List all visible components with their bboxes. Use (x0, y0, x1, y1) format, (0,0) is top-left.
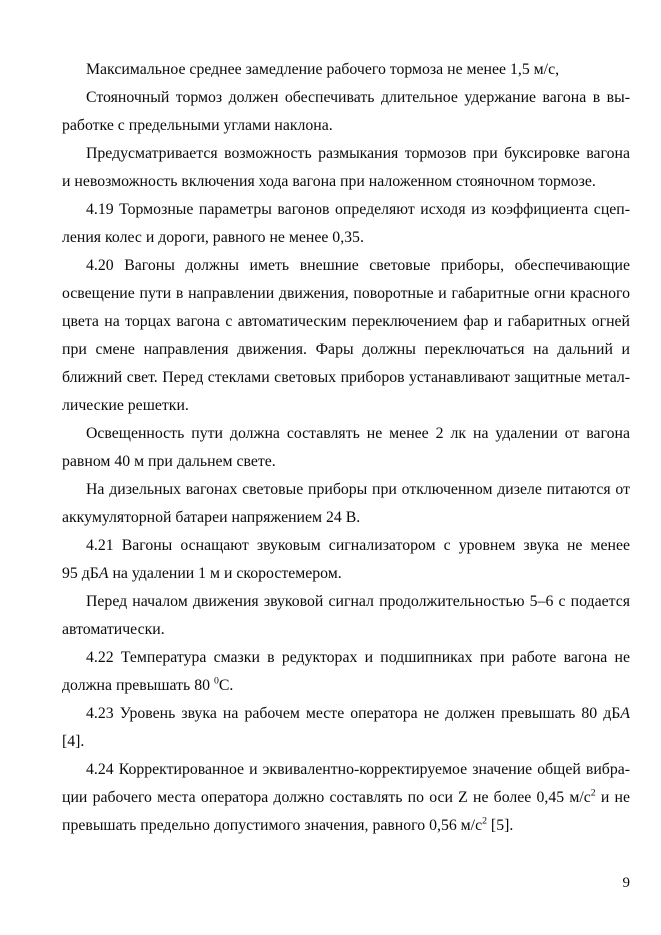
text-line: цвета на торцах вагона с автоматическим переключением фар и габаритных огней (62, 313, 630, 330)
paragraph (62, 588, 630, 644)
paragraph (62, 644, 630, 700)
paragraph (62, 56, 630, 84)
document-body (62, 56, 630, 840)
text-line: автоматически. (62, 621, 165, 638)
text-line: 4.22 Температура смазки в редукторах и подшипниках при работе вагона не (86, 649, 630, 666)
text-line: ции рабочего места оператора должно составлять по оси Z не более 0,45 $м/с^2$ и не (62, 787, 630, 806)
text-line: Перед началом движения звуковой сигнал продолжительностью 5–6 с подается (86, 593, 630, 610)
text-line: 4.19 Тормозные параметры вагонов определяют исходя из коэффициента сцеп- (86, 201, 630, 218)
text-line: Стояночный тормоз должен обеспечивать длительное удержание вагона в вы- (86, 89, 630, 106)
text-line: и невозможность включения хода вагона при наложенном стояночном тормозе. (62, 173, 596, 190)
text-line: аккумуляторной батареи напряжением 24 В. (62, 509, 361, 526)
text-line: превышать предельно допустимого значения, равного 0,56 $м/с^2$ [5]. (62, 815, 514, 834)
text-line: работке с предельными углами наклона. (62, 117, 333, 134)
page-number: 9 (622, 875, 630, 891)
text-line: ближний свет. Перед стеклами световых приборов устанавливают защитные метал- (62, 369, 630, 386)
text-line: Предусматривается возможность размыкания тормозов при буксировке вагона (86, 145, 630, 162)
paragraph (62, 140, 630, 196)
paragraph (62, 252, 630, 420)
text-line: 4.20 Вагоны должны иметь внешние световые приборы, обеспечивающие (86, 257, 630, 274)
text-line: ления колес и дороги, равного не менее 0,35. (62, 229, 364, 246)
paragraph (62, 756, 630, 840)
text-line: при смене направления движения. Фары должны переключаться на дальний и (62, 341, 630, 358)
paragraph (62, 700, 630, 756)
text-line: равном 40 м при дальнем свете. (62, 453, 276, 470)
text-line: 95 дБА на удалении 1 м и скоростемером. (62, 565, 342, 582)
paragraph (62, 476, 630, 532)
text-line: 4.24 Корректированное и эквивалентно-корректируемое значение общей вибра- (86, 761, 630, 778)
text-line: 4.23 Уровень звука на рабочем месте оператора не должен превышать 80 дБА (86, 705, 630, 722)
text-line: На дизельных вагонах световые приборы при отключенном дизеле питаются от (86, 481, 630, 498)
text-line: освещение пути в направлении движения, поворотные и габаритные огни красного (62, 285, 630, 302)
paragraph (62, 196, 630, 252)
text-line: лические решетки. (62, 397, 189, 414)
text-line: Освещенность пути должна составлять не менее 2 лк на удалении от вагона (86, 425, 630, 442)
text-line: должна превышать 80 $^0$С. (62, 675, 234, 694)
text-line: [4]. (62, 733, 85, 750)
paragraph (62, 532, 630, 588)
paragraph (62, 84, 630, 140)
text-line: 4.21 Вагоны оснащают звуковым сигнализатором с уровнем звука не менее (86, 537, 630, 554)
text-line: Максимальное среднее замедление рабочего тормоза не менее 1,5 м/с, (86, 61, 560, 78)
paragraph (62, 420, 630, 476)
